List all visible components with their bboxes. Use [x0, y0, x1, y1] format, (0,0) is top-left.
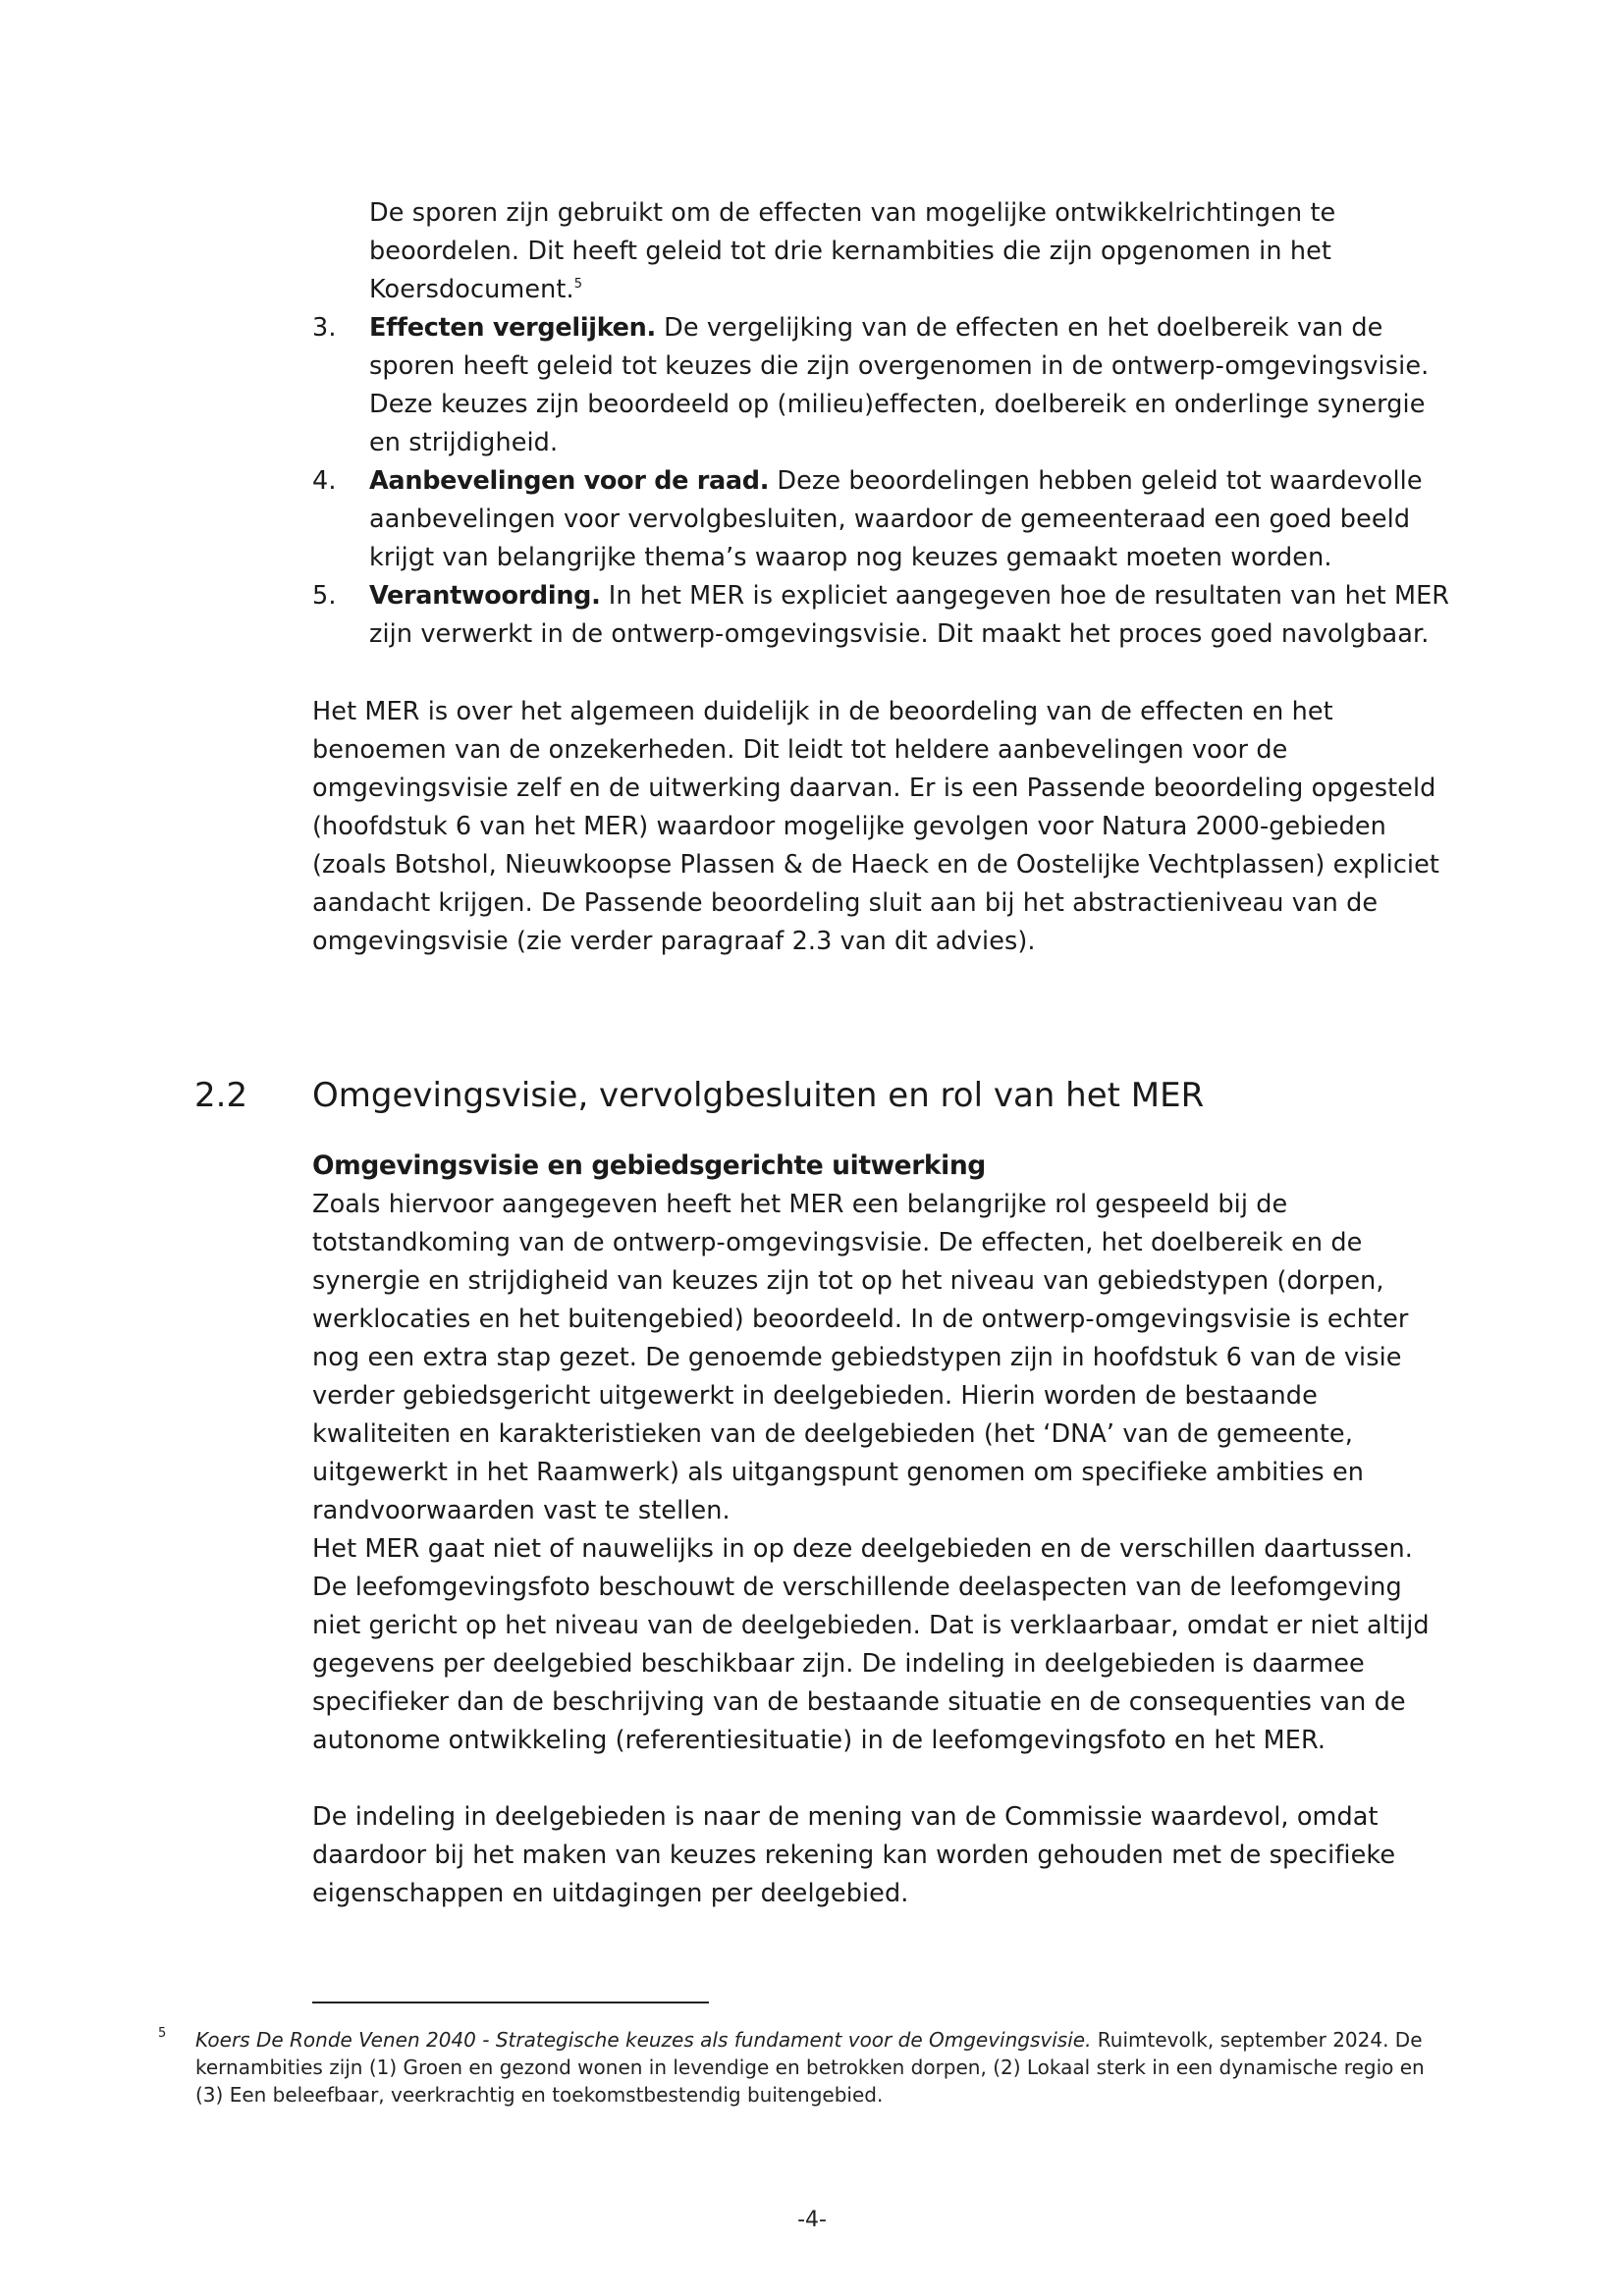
list-item [312, 309, 1451, 462]
list-item-text [369, 462, 1451, 577]
footnote-source-title: Koers De Ronde Venen 2040 - Strategische keuzes als fundament voor de Omgevingsvisie. [195, 2028, 1092, 2052]
paragraph-mer-assessment: Het MER is over het algemeen duidelijk in de beoordeling van de effecten en het benoemen van de onzekerheden. Dit leidt tot heldere aanbevelingen voor de omgevingsvisie zelf en de uitwerking daarvan. Er is een Passende beoordeling opgesteld (hoofdstuk 6 van het MER) waardoor mogelijke gevolgen voor Natura 2000-gebieden (zoals Botshol, Nieuwkoopse Plassen & de Haeck en de Oostelijke Vechtplassen) expliciet aandacht krijgen. De Passende beoordeling sluit aan bij het abstractieniveau van de omgevingsvisie (zie verder paragraaf 2.3 van dit advies). [312, 697, 1440, 956]
list-item-body: De vergelijking van de effecten en het doelbereik van de sporen heeft geleid tot keuzes die zijn overgenomen in de ontwerp-omgevingsvisie. Deze keuzes zijn beoordeeld op (milieu)effecten, doelbereik en onderlinge synergie en strijdigheid. [369, 313, 1430, 457]
list-item-number: 4. [312, 466, 337, 496]
page-number: -4- [797, 2208, 827, 2232]
list-item-continuation [369, 194, 1449, 309]
footnote-text: Ruimtevolk, september 2024. De kernambities zijn (1) Groen en gezond wonen in levendige en betrokken dorpen, (2) Lokaal sterk in een dynamische regio en (3) Een beleefbaar, veerkrachtig en toekomstbestendig buitengebied. [195, 2028, 1425, 2107]
footnote-reference[interactable]: 5 [573, 277, 583, 292]
continuation-text: De sporen zijn gebruikt om de effecten van mogelijke ontwikkelrichtingen te beoordelen. Dit heeft geleid tot drie kernambities die zijn opgenomen in het Koersdocument. [369, 198, 1336, 304]
list-item [312, 577, 1451, 654]
list-item-number: 5. [312, 581, 337, 611]
list-item [312, 462, 1451, 577]
list-item-body: Deze beoordelingen hebben geleid tot waardevolle aanbevelingen voor vervolgbesluiten, waardoor de gemeenteraad een goed beeld krijgt van belangrijke thema’s waarop nog keuzes gemaakt moeten worden. [369, 466, 1423, 572]
list-item-lead: Verantwoording. [369, 581, 601, 611]
list-item-lead: Aanbevelingen voor de raad. [369, 466, 770, 496]
list-item-number: 3. [312, 313, 337, 343]
footnote [158, 2026, 1454, 2109]
section-heading [194, 1074, 1204, 1117]
footnote-divider [312, 2002, 709, 2003]
footnote-number: 5 [158, 2026, 167, 2041]
footnote-body [195, 2026, 1454, 2109]
section-number: 2.2 [194, 1076, 248, 1115]
list-item-lead: Effecten vergelijken. [369, 313, 656, 343]
subheading: Omgevingsvisie en gebiedsgerichte uitwerking [312, 1150, 986, 1181]
list-item-body: In het MER is expliciet aangegeven hoe de resultaten van het MER zijn verwerkt in de ontwerp-omgevingsvisie. Dit maakt het proces goed navolgbaar. [369, 581, 1450, 649]
paragraph-commission-opinion: De indeling in deelgebieden is naar de mening van de Commissie waardevol, omdat daardoor bij het maken van keuzes rekening kan worden gehouden met de specifieke eigenschappen en uitdagingen per deelgebied. [312, 1802, 1396, 1908]
list-item-text [369, 309, 1451, 462]
list-item-text [369, 577, 1451, 654]
section-title: Omgevingsvisie, vervolgbesluiten en rol van het MER [312, 1076, 1205, 1115]
numbered-list [312, 309, 1451, 654]
paragraph-area-elaboration: Zoals hiervoor aangegeven heeft het MER een belangrijke rol gespeeld bij de totstandkoming van de ontwerp-omgevingsvisie. De effecten, het doelbereik en de synergie en strijdigheid van keuzes zijn tot op het niveau van gebiedstypen (dorpen, werklocaties en het buitengebied) beoordeeld. In de ontwerp-omgevingsvisie is echter nog een extra stap gezet. De genoemde gebiedstypen zijn in hoofdstuk 6 van de visie verder gebiedsgericht uitgewerkt in deelgebieden. Hierin worden de bestaande kwaliteiten en karakteristieken van de deelgebieden (het ‘DNA’ van de gemeente, uitgewerkt in het Raamwerk) als uitgangspunt genomen om specifieke ambities en randvoorwaarden vast te stellen. [312, 1190, 1409, 1525]
paragraph-subareas: Het MER gaat niet of nauwelijks in op deze deelgebieden en de verschillen daartussen. De leefomgevingsfoto beschouwt de verschillende deelaspecten van de leefomgeving niet gericht op het niveau van de deelgebieden. Dat is verklaarbaar, omdat er niet altijd gegevens per deelgebied beschikbaar zijn. De indeling in deelgebieden is daarmee specifieker dan de beschrijving van de bestaande situatie en de consequenties van de autonome ontwikkeling (referentiesituatie) in de leefomgevingsfoto en het MER. [312, 1534, 1430, 1755]
